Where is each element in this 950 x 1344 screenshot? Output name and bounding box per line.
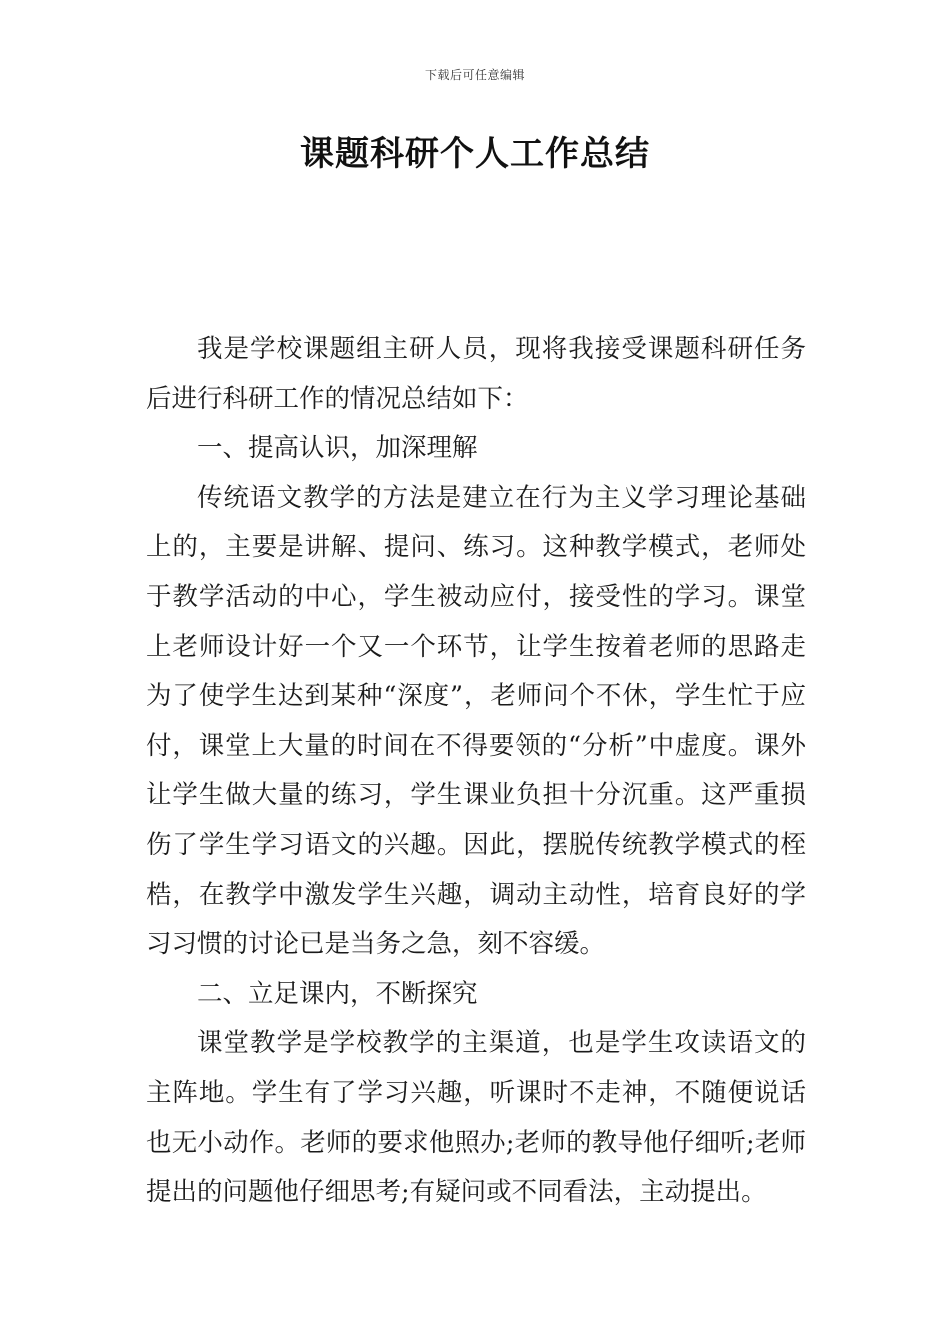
header-note: 下载后可任意编辑 <box>424 68 525 82</box>
document-body <box>146 325 806 1218</box>
document-title: 课题科研个人工作总结 <box>300 134 650 174</box>
section-heading-1: 一、提高认识，加深理解 <box>197 433 478 464</box>
paragraph-section-2: 课堂教学是学校教学的主渠道，也是学生攻读语文的主阵地。学生有了学习兴趣，听课时不走神，不随便说话也无小动作。老师的要求他照办;老师的教导他仔细听;老师提出的问题他仔细思考;有疑问或不同看法，主动提出。 <box>146 1028 806 1208</box>
paragraph-intro: 我是学校课题组主研人员，现将我接受课题科研任务后进行科研工作的情况总结如下： <box>146 334 806 414</box>
section-heading-2: 二、立足课内，不断探究 <box>197 978 478 1009</box>
paragraph-section-1: 传统语文教学的方法是建立在行为主义学习理论基础上的，主要是讲解、提问、练习。这种教学模式，老师处于教学活动的中心，学生被动应付，接受性的学习。课堂上老师设计好一个又一个环节，让学生按着老师的思路走为了使学生达到某种“深度”，老师问个不休，学生忙于应付，课堂上大量的时间在不得要领的“分析”中虚度。课外让学生做大量的练习，学生课业负担十分沉重。这严重损伤了学生学习语文的兴趣。因此，摆脱传统教学模式的桎梏，在教学中激发学生兴趣，调动主动性，培育良好的学习习惯的讨论已是当务之急，刻不容缓。 <box>146 482 806 960</box>
